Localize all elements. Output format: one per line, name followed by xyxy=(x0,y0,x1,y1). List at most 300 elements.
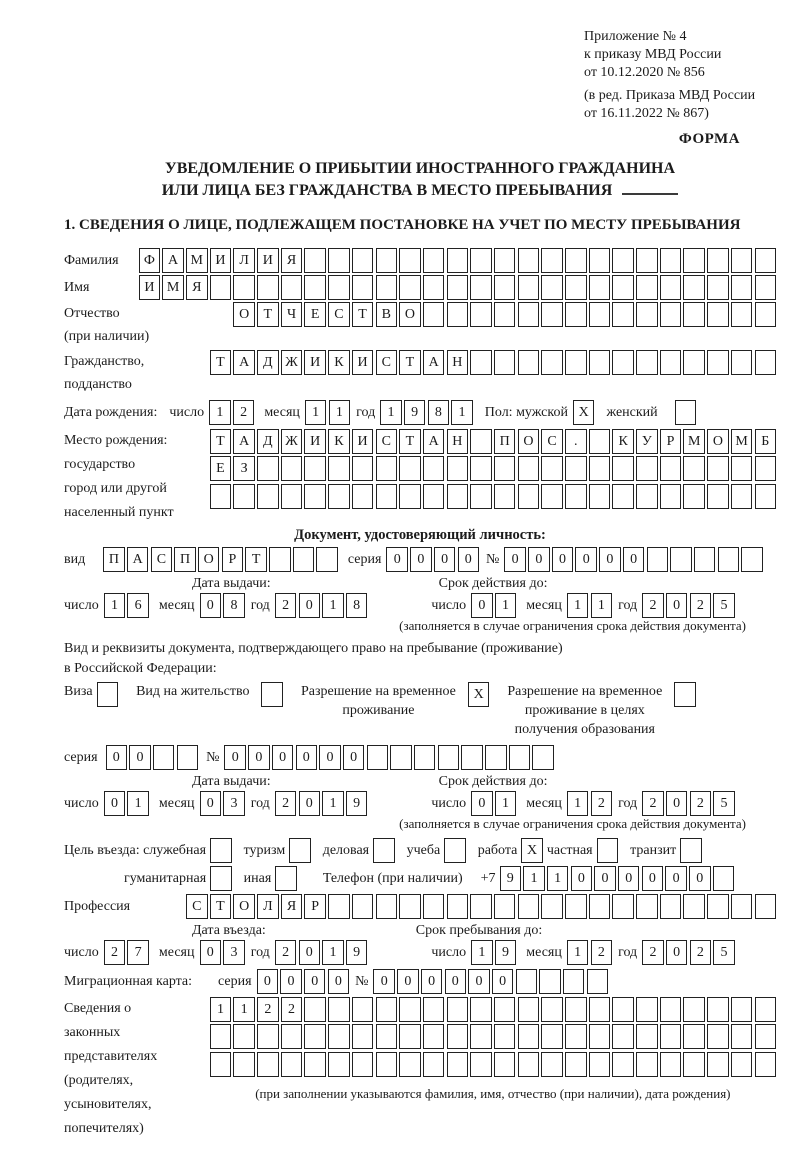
char-cell[interactable]: 0 xyxy=(257,969,279,994)
char-cell[interactable] xyxy=(470,1052,492,1077)
char-cell[interactable] xyxy=(755,456,777,481)
char-cell[interactable] xyxy=(589,350,611,375)
char-cell[interactable]: 0 xyxy=(200,791,222,816)
char-cell[interactable] xyxy=(636,1024,658,1049)
char-cell[interactable] xyxy=(304,275,326,300)
char-cell[interactable] xyxy=(612,350,634,375)
char-cell[interactable]: 1 xyxy=(547,866,569,891)
char-cell[interactable] xyxy=(304,1052,326,1077)
char-cell[interactable] xyxy=(660,894,682,919)
char-cell[interactable]: З xyxy=(233,456,255,481)
char-cell[interactable] xyxy=(541,350,563,375)
char-cell[interactable]: 1 xyxy=(209,400,231,425)
char-cell[interactable] xyxy=(563,969,585,994)
char-cell[interactable] xyxy=(660,275,682,300)
char-cell[interactable] xyxy=(660,350,682,375)
char-cell[interactable]: В xyxy=(376,302,398,327)
char-cell[interactable] xyxy=(352,484,374,509)
char-cell[interactable] xyxy=(589,456,611,481)
char-cell[interactable]: 1 xyxy=(495,791,517,816)
char-cell[interactable]: 0 xyxy=(468,969,490,994)
char-cell[interactable]: 0 xyxy=(528,547,550,572)
char-cell[interactable] xyxy=(376,248,398,273)
char-cell[interactable] xyxy=(755,275,777,300)
char-cell[interactable] xyxy=(694,547,716,572)
char-cell[interactable]: 1 xyxy=(210,997,232,1022)
char-cell[interactable]: И xyxy=(352,350,374,375)
char-cell[interactable]: 0 xyxy=(492,969,514,994)
char-cell[interactable]: С xyxy=(151,547,173,572)
char-cell[interactable] xyxy=(328,484,350,509)
char-cell[interactable]: Б xyxy=(755,429,777,454)
char-cell[interactable]: Ч xyxy=(281,302,303,327)
char-cell[interactable] xyxy=(647,547,669,572)
char-cell[interactable]: 1 xyxy=(567,791,589,816)
char-cell[interactable] xyxy=(612,894,634,919)
char-cell[interactable] xyxy=(731,997,753,1022)
char-cell[interactable] xyxy=(636,456,658,481)
char-cell[interactable] xyxy=(589,997,611,1022)
char-cell[interactable] xyxy=(177,745,199,770)
char-cell[interactable] xyxy=(680,838,702,863)
char-cell[interactable]: 2 xyxy=(642,940,664,965)
char-cell[interactable]: 2 xyxy=(275,791,297,816)
char-cell[interactable]: 0 xyxy=(296,745,318,770)
char-cell[interactable]: 0 xyxy=(328,969,350,994)
char-cell[interactable] xyxy=(352,1024,374,1049)
char-cell[interactable]: 0 xyxy=(666,791,688,816)
char-cell[interactable]: К xyxy=(328,350,350,375)
char-cell[interactable] xyxy=(565,894,587,919)
char-cell[interactable]: 0 xyxy=(343,745,365,770)
char-cell[interactable]: 8 xyxy=(428,400,450,425)
char-cell[interactable] xyxy=(589,1052,611,1077)
char-cell[interactable] xyxy=(541,894,563,919)
char-cell[interactable] xyxy=(210,275,232,300)
char-cell[interactable] xyxy=(399,248,421,273)
char-cell[interactable]: 1 xyxy=(127,791,149,816)
char-cell[interactable] xyxy=(755,350,777,375)
char-cell[interactable] xyxy=(423,456,445,481)
char-cell[interactable] xyxy=(414,745,436,770)
char-cell[interactable] xyxy=(494,302,516,327)
char-cell[interactable] xyxy=(731,275,753,300)
char-cell[interactable]: Т xyxy=(399,350,421,375)
char-cell[interactable] xyxy=(447,997,469,1022)
char-cell[interactable] xyxy=(713,866,735,891)
char-cell[interactable]: И xyxy=(352,429,374,454)
char-cell[interactable] xyxy=(367,745,389,770)
char-cell[interactable] xyxy=(518,248,540,273)
char-cell[interactable] xyxy=(304,1024,326,1049)
char-cell[interactable] xyxy=(352,894,374,919)
char-cell[interactable]: С xyxy=(186,894,208,919)
char-cell[interactable] xyxy=(518,350,540,375)
char-cell[interactable] xyxy=(399,997,421,1022)
char-cell[interactable] xyxy=(683,302,705,327)
char-cell[interactable]: 2 xyxy=(233,400,255,425)
char-cell[interactable]: 0 xyxy=(571,866,593,891)
char-cell[interactable] xyxy=(257,1024,279,1049)
char-cell[interactable] xyxy=(316,547,338,572)
char-cell[interactable] xyxy=(589,302,611,327)
char-cell[interactable] xyxy=(281,456,303,481)
char-cell[interactable] xyxy=(470,429,492,454)
char-cell[interactable] xyxy=(587,969,609,994)
char-cell[interactable] xyxy=(423,1024,445,1049)
char-cell[interactable] xyxy=(470,1024,492,1049)
char-cell[interactable] xyxy=(376,484,398,509)
char-cell[interactable]: 5 xyxy=(713,940,735,965)
char-cell[interactable] xyxy=(707,1024,729,1049)
char-cell[interactable] xyxy=(470,302,492,327)
char-cell[interactable]: Т xyxy=(399,429,421,454)
char-cell[interactable]: 1 xyxy=(495,593,517,618)
char-cell[interactable] xyxy=(352,248,374,273)
char-cell[interactable] xyxy=(541,302,563,327)
char-cell[interactable] xyxy=(755,484,777,509)
char-cell[interactable]: К xyxy=(328,429,350,454)
char-cell[interactable]: 0 xyxy=(618,866,640,891)
char-cell[interactable] xyxy=(741,547,763,572)
char-cell[interactable] xyxy=(233,1052,255,1077)
char-cell[interactable] xyxy=(636,1052,658,1077)
char-cell[interactable] xyxy=(636,484,658,509)
char-cell[interactable]: 2 xyxy=(591,940,613,965)
char-cell[interactable] xyxy=(261,682,283,707)
char-cell[interactable] xyxy=(541,997,563,1022)
char-cell[interactable] xyxy=(423,275,445,300)
char-cell[interactable] xyxy=(352,275,374,300)
char-cell[interactable] xyxy=(461,745,483,770)
char-cell[interactable] xyxy=(660,302,682,327)
char-cell[interactable] xyxy=(485,745,507,770)
char-cell[interactable] xyxy=(660,1024,682,1049)
char-cell[interactable] xyxy=(707,456,729,481)
char-cell[interactable]: А xyxy=(423,350,445,375)
char-cell[interactable] xyxy=(447,302,469,327)
char-cell[interactable]: 0 xyxy=(299,791,321,816)
char-cell[interactable]: X xyxy=(521,838,543,863)
char-cell[interactable]: 0 xyxy=(304,969,326,994)
char-cell[interactable] xyxy=(494,456,516,481)
char-cell[interactable] xyxy=(494,484,516,509)
char-cell[interactable] xyxy=(707,248,729,273)
char-cell[interactable] xyxy=(683,997,705,1022)
char-cell[interactable]: Ж xyxy=(281,350,303,375)
char-cell[interactable] xyxy=(494,248,516,273)
char-cell[interactable] xyxy=(565,302,587,327)
char-cell[interactable]: П xyxy=(494,429,516,454)
char-cell[interactable] xyxy=(755,1024,777,1049)
char-cell[interactable] xyxy=(494,997,516,1022)
char-cell[interactable]: 0 xyxy=(421,969,443,994)
char-cell[interactable]: 1 xyxy=(471,940,493,965)
char-cell[interactable]: 2 xyxy=(642,791,664,816)
char-cell[interactable] xyxy=(731,484,753,509)
char-cell[interactable]: И xyxy=(257,248,279,273)
char-cell[interactable] xyxy=(731,894,753,919)
char-cell[interactable] xyxy=(565,1024,587,1049)
char-cell[interactable]: Н xyxy=(447,429,469,454)
char-cell[interactable] xyxy=(707,350,729,375)
char-cell[interactable] xyxy=(423,302,445,327)
char-cell[interactable]: 0 xyxy=(666,593,688,618)
char-cell[interactable]: . xyxy=(565,429,587,454)
char-cell[interactable] xyxy=(541,275,563,300)
char-cell[interactable] xyxy=(683,1024,705,1049)
char-cell[interactable] xyxy=(233,484,255,509)
char-cell[interactable] xyxy=(707,1052,729,1077)
char-cell[interactable] xyxy=(755,894,777,919)
char-cell[interactable] xyxy=(518,894,540,919)
char-cell[interactable] xyxy=(376,1024,398,1049)
char-cell[interactable] xyxy=(470,248,492,273)
char-cell[interactable] xyxy=(683,275,705,300)
char-cell[interactable] xyxy=(589,484,611,509)
char-cell[interactable] xyxy=(707,894,729,919)
char-cell[interactable] xyxy=(352,997,374,1022)
char-cell[interactable]: Е xyxy=(210,456,232,481)
char-cell[interactable] xyxy=(731,248,753,273)
char-cell[interactable]: 6 xyxy=(127,593,149,618)
char-cell[interactable]: 3 xyxy=(223,940,245,965)
char-cell[interactable]: Д xyxy=(257,429,279,454)
char-cell[interactable] xyxy=(447,456,469,481)
char-cell[interactable] xyxy=(373,838,395,863)
char-cell[interactable] xyxy=(494,894,516,919)
char-cell[interactable]: И xyxy=(304,350,326,375)
char-cell[interactable] xyxy=(612,1024,634,1049)
char-cell[interactable] xyxy=(376,456,398,481)
char-cell[interactable] xyxy=(399,1052,421,1077)
char-cell[interactable] xyxy=(423,997,445,1022)
char-cell[interactable] xyxy=(293,547,315,572)
char-cell[interactable]: 2 xyxy=(104,940,126,965)
char-cell[interactable] xyxy=(423,248,445,273)
char-cell[interactable] xyxy=(636,248,658,273)
char-cell[interactable] xyxy=(281,1024,303,1049)
char-cell[interactable]: П xyxy=(103,547,125,572)
char-cell[interactable]: О xyxy=(707,429,729,454)
char-cell[interactable]: 0 xyxy=(642,866,664,891)
char-cell[interactable] xyxy=(447,248,469,273)
char-cell[interactable] xyxy=(210,866,232,891)
char-cell[interactable]: 0 xyxy=(248,745,270,770)
char-cell[interactable] xyxy=(390,745,412,770)
char-cell[interactable] xyxy=(589,894,611,919)
char-cell[interactable]: А xyxy=(233,429,255,454)
char-cell[interactable]: Я xyxy=(281,248,303,273)
char-cell[interactable] xyxy=(660,456,682,481)
char-cell[interactable] xyxy=(636,302,658,327)
char-cell[interactable]: 0 xyxy=(445,969,467,994)
char-cell[interactable]: Я xyxy=(281,894,303,919)
char-cell[interactable] xyxy=(612,302,634,327)
char-cell[interactable]: 0 xyxy=(397,969,419,994)
char-cell[interactable]: 2 xyxy=(690,791,712,816)
char-cell[interactable]: М xyxy=(162,275,184,300)
char-cell[interactable] xyxy=(612,275,634,300)
char-cell[interactable]: Т xyxy=(257,302,279,327)
char-cell[interactable]: 2 xyxy=(690,593,712,618)
char-cell[interactable] xyxy=(447,275,469,300)
char-cell[interactable] xyxy=(755,1052,777,1077)
char-cell[interactable] xyxy=(328,894,350,919)
char-cell[interactable] xyxy=(423,484,445,509)
char-cell[interactable] xyxy=(494,350,516,375)
char-cell[interactable] xyxy=(532,745,554,770)
char-cell[interactable]: X xyxy=(468,682,490,707)
char-cell[interactable]: Р xyxy=(222,547,244,572)
char-cell[interactable] xyxy=(636,275,658,300)
char-cell[interactable]: 5 xyxy=(713,791,735,816)
char-cell[interactable] xyxy=(470,350,492,375)
char-cell[interactable] xyxy=(612,484,634,509)
char-cell[interactable]: О xyxy=(233,894,255,919)
char-cell[interactable]: 2 xyxy=(690,940,712,965)
char-cell[interactable]: К xyxy=(612,429,634,454)
char-cell[interactable] xyxy=(281,275,303,300)
char-cell[interactable] xyxy=(328,1024,350,1049)
char-cell[interactable] xyxy=(447,484,469,509)
char-cell[interactable]: 1 xyxy=(523,866,545,891)
char-cell[interactable] xyxy=(518,1052,540,1077)
char-cell[interactable]: П xyxy=(174,547,196,572)
char-cell[interactable]: 1 xyxy=(322,593,344,618)
char-cell[interactable]: С xyxy=(328,302,350,327)
char-cell[interactable]: 1 xyxy=(567,940,589,965)
char-cell[interactable] xyxy=(731,456,753,481)
char-cell[interactable] xyxy=(210,838,232,863)
char-cell[interactable] xyxy=(541,248,563,273)
char-cell[interactable]: 1 xyxy=(322,940,344,965)
char-cell[interactable] xyxy=(636,997,658,1022)
char-cell[interactable]: 2 xyxy=(275,593,297,618)
char-cell[interactable]: 8 xyxy=(223,593,245,618)
char-cell[interactable] xyxy=(683,1052,705,1077)
char-cell[interactable]: А xyxy=(233,350,255,375)
char-cell[interactable] xyxy=(376,1052,398,1077)
char-cell[interactable] xyxy=(731,302,753,327)
char-cell[interactable] xyxy=(304,456,326,481)
char-cell[interactable]: Т xyxy=(210,894,232,919)
char-cell[interactable] xyxy=(731,1024,753,1049)
char-cell[interactable] xyxy=(707,302,729,327)
char-cell[interactable]: 2 xyxy=(257,997,279,1022)
char-cell[interactable] xyxy=(470,275,492,300)
char-cell[interactable]: 9 xyxy=(495,940,517,965)
char-cell[interactable] xyxy=(399,275,421,300)
char-cell[interactable]: Л xyxy=(233,248,255,273)
char-cell[interactable]: 0 xyxy=(200,940,222,965)
char-cell[interactable]: И xyxy=(304,429,326,454)
char-cell[interactable]: 0 xyxy=(200,593,222,618)
char-cell[interactable] xyxy=(304,248,326,273)
char-cell[interactable] xyxy=(269,547,291,572)
char-cell[interactable]: С xyxy=(541,429,563,454)
char-cell[interactable]: М xyxy=(683,429,705,454)
char-cell[interactable]: 0 xyxy=(224,745,246,770)
char-cell[interactable] xyxy=(731,1052,753,1077)
char-cell[interactable] xyxy=(731,350,753,375)
char-cell[interactable] xyxy=(589,1024,611,1049)
char-cell[interactable] xyxy=(153,745,175,770)
char-cell[interactable] xyxy=(257,484,279,509)
char-cell[interactable]: Н xyxy=(447,350,469,375)
char-cell[interactable] xyxy=(597,838,619,863)
char-cell[interactable]: Р xyxy=(660,429,682,454)
char-cell[interactable] xyxy=(438,745,460,770)
char-cell[interactable]: 2 xyxy=(281,997,303,1022)
char-cell[interactable]: 0 xyxy=(666,940,688,965)
char-cell[interactable]: X xyxy=(573,400,595,425)
char-cell[interactable] xyxy=(376,894,398,919)
char-cell[interactable] xyxy=(470,456,492,481)
char-cell[interactable] xyxy=(539,969,561,994)
char-cell[interactable]: 2 xyxy=(275,940,297,965)
char-cell[interactable] xyxy=(210,1024,232,1049)
char-cell[interactable]: М xyxy=(731,429,753,454)
char-cell[interactable]: 1 xyxy=(451,400,473,425)
char-cell[interactable] xyxy=(423,894,445,919)
char-cell[interactable] xyxy=(755,997,777,1022)
char-cell[interactable] xyxy=(518,456,540,481)
char-cell[interactable] xyxy=(304,484,326,509)
char-cell[interactable]: 0 xyxy=(299,940,321,965)
char-cell[interactable] xyxy=(518,997,540,1022)
char-cell[interactable] xyxy=(257,275,279,300)
char-cell[interactable] xyxy=(304,997,326,1022)
char-cell[interactable] xyxy=(352,1052,374,1077)
char-cell[interactable]: 0 xyxy=(575,547,597,572)
char-cell[interactable] xyxy=(683,456,705,481)
char-cell[interactable] xyxy=(674,682,696,707)
char-cell[interactable] xyxy=(494,1052,516,1077)
char-cell[interactable]: 2 xyxy=(591,791,613,816)
char-cell[interactable] xyxy=(376,997,398,1022)
char-cell[interactable]: Ж xyxy=(281,429,303,454)
char-cell[interactable]: 9 xyxy=(404,400,426,425)
char-cell[interactable] xyxy=(707,275,729,300)
char-cell[interactable] xyxy=(257,456,279,481)
char-cell[interactable]: Т xyxy=(245,547,267,572)
char-cell[interactable]: 0 xyxy=(410,547,432,572)
char-cell[interactable] xyxy=(565,484,587,509)
char-cell[interactable] xyxy=(541,456,563,481)
char-cell[interactable]: 0 xyxy=(386,547,408,572)
char-cell[interactable] xyxy=(509,745,531,770)
char-cell[interactable] xyxy=(589,429,611,454)
char-cell[interactable] xyxy=(447,1024,469,1049)
char-cell[interactable]: М xyxy=(186,248,208,273)
char-cell[interactable] xyxy=(423,1052,445,1077)
char-cell[interactable]: Т xyxy=(352,302,374,327)
char-cell[interactable] xyxy=(683,894,705,919)
char-cell[interactable] xyxy=(660,1052,682,1077)
char-cell[interactable]: У xyxy=(636,429,658,454)
char-cell[interactable]: И xyxy=(139,275,161,300)
char-cell[interactable] xyxy=(660,484,682,509)
char-cell[interactable] xyxy=(328,248,350,273)
char-cell[interactable] xyxy=(376,275,398,300)
char-cell[interactable]: 0 xyxy=(471,593,493,618)
char-cell[interactable]: 2 xyxy=(642,593,664,618)
char-cell[interactable]: 0 xyxy=(104,791,126,816)
char-cell[interactable]: О xyxy=(518,429,540,454)
char-cell[interactable] xyxy=(675,400,697,425)
char-cell[interactable]: О xyxy=(399,302,421,327)
